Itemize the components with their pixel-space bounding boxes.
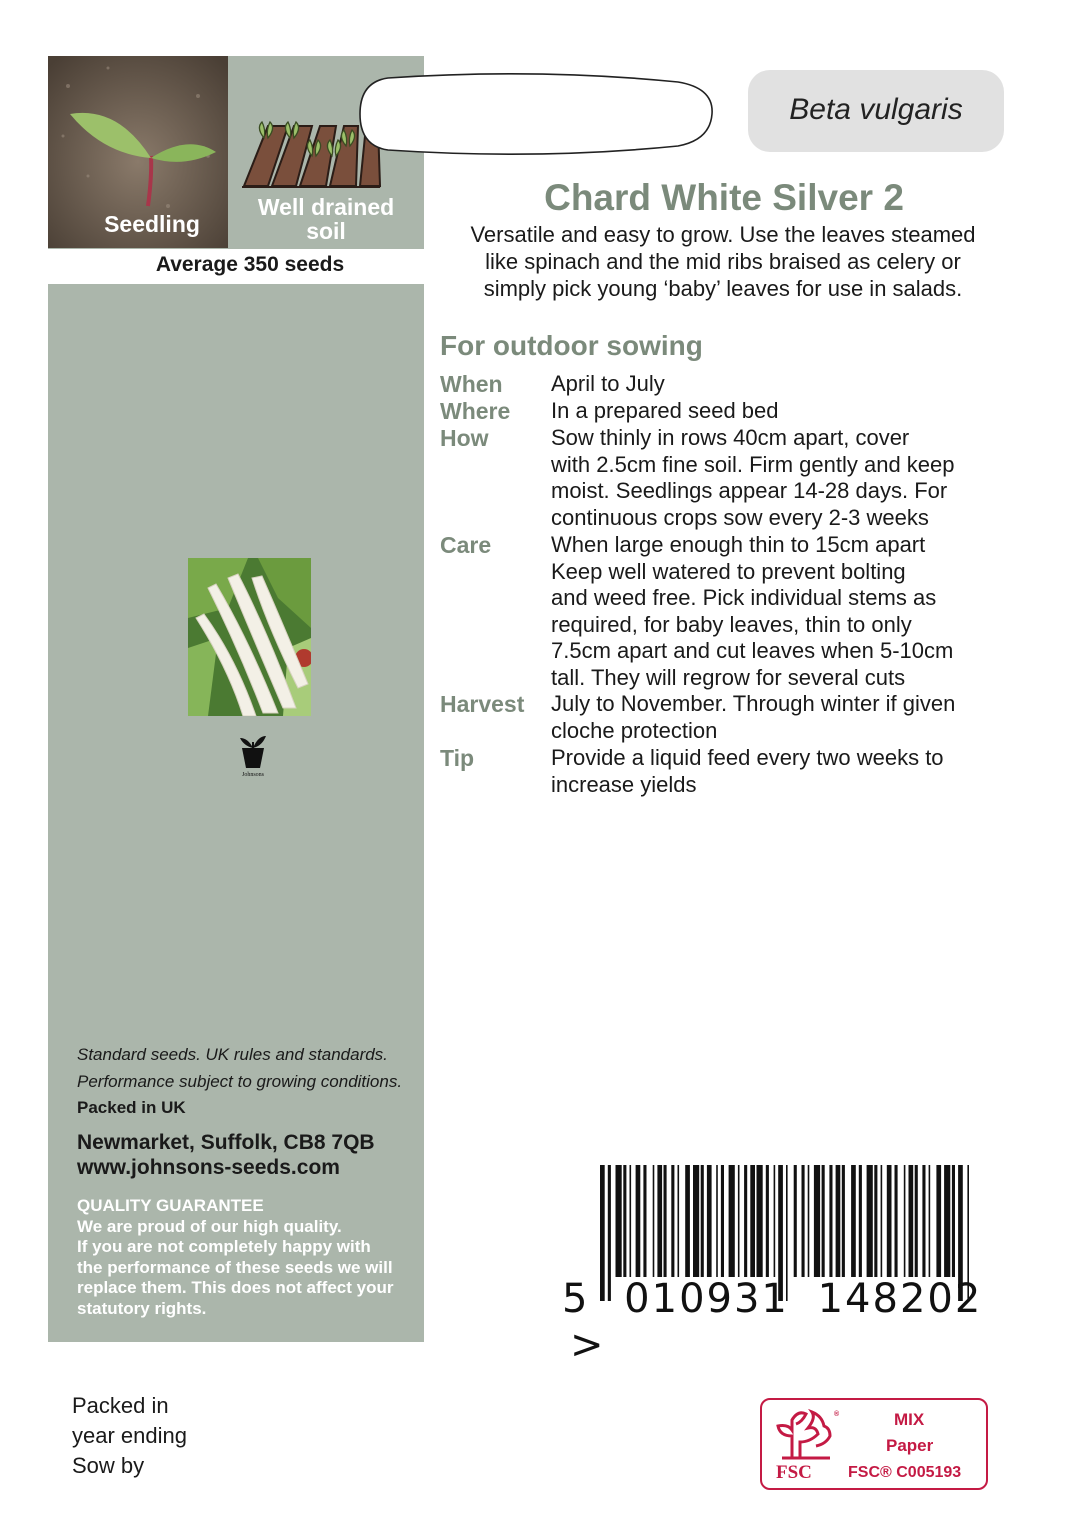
fsc-tree-icon	[772, 1406, 842, 1462]
barcode-bar	[808, 1165, 810, 1277]
barcode-number	[562, 1276, 1002, 1368]
barcode-bar	[836, 1165, 841, 1277]
chard-illustration	[188, 558, 311, 716]
barcode-bar	[909, 1165, 914, 1277]
chard-product-photo	[188, 558, 311, 716]
seed-count: Average 350 seeds	[155, 253, 345, 276]
soil-label-line1: Well drained	[257, 194, 395, 220]
barcode-bar	[929, 1165, 931, 1277]
barcode-bar	[915, 1165, 918, 1277]
seed-standards-note: Standard seeds. UK rules and standards.	[77, 1045, 388, 1064]
barcode-digit-first: 5	[562, 1276, 590, 1322]
seed-pot-icon	[236, 734, 270, 778]
barcode-digits-right: 148202	[817, 1276, 983, 1322]
barcode-bar	[630, 1165, 632, 1277]
barcode-bar	[794, 1165, 797, 1277]
sowing-term-how: How	[440, 425, 489, 451]
guarantee-line: replace them. This does not affect your	[77, 1278, 394, 1297]
product-description	[430, 222, 1016, 302]
fsc-logo-text: FSC	[776, 1462, 812, 1483]
sowing-term-when: When	[440, 371, 503, 397]
sowing-text-where: In a prepared seed bed	[551, 398, 779, 423]
barcode-bar	[750, 1165, 755, 1277]
sowing-heading: For outdoor sowing	[440, 330, 703, 361]
packed-in-label: Packed in	[72, 1393, 169, 1418]
sowing-text-how: Sow thinly in rows 40cm apart, cover with 2.5cm fine soil. Firm gently and keep moist. Seedlings appear 14-28 days. For continuous crops sow every 2-3 weeks	[551, 425, 955, 530]
barcode-bar	[859, 1165, 862, 1277]
blank-label-area	[358, 68, 714, 158]
sowing-term-where: Where	[440, 398, 511, 424]
guarantee-heading: QUALITY GUARANTEE	[77, 1196, 264, 1215]
barcode-bar	[944, 1165, 950, 1277]
barcode-bar	[707, 1165, 712, 1277]
fsc-certification	[760, 1398, 988, 1490]
description-line: simply pick young ‘baby’ leaves for use in salads.	[483, 275, 963, 301]
barcode-bar	[757, 1165, 763, 1277]
barcode-bar	[936, 1165, 941, 1277]
barcode-bar	[701, 1165, 704, 1277]
sowing-term-tip: Tip	[440, 745, 475, 771]
barcode-bar	[729, 1165, 735, 1277]
barcode-bar	[744, 1165, 747, 1277]
barcode-bar	[738, 1165, 740, 1277]
fsc-paper: Paper	[886, 1436, 934, 1455]
barcode-bar	[721, 1165, 724, 1277]
barcode-bar	[685, 1165, 690, 1277]
sow-by-label: Sow by	[72, 1453, 145, 1478]
barcode-bar	[895, 1165, 898, 1277]
sowing-text-care: When large enough thin to 15cm apart Keep well watered to prevent bolting and weed free. Pick individual stems as required, for baby leaves, thin to only 7.5cm apart and cut leaves when 5-10cm tall. They will regrow for several cuts	[551, 532, 954, 690]
barcode-bar	[664, 1165, 667, 1277]
guarantee-line: If you are not completely happy with	[77, 1237, 371, 1256]
packed-in-uk: Packed in UK	[77, 1098, 186, 1117]
barcode-bar	[814, 1165, 820, 1277]
barcode-bar	[851, 1165, 856, 1277]
barcode-bar	[616, 1165, 622, 1277]
barcode-bar	[822, 1165, 825, 1277]
guarantee-line: statutory rights.	[77, 1298, 207, 1318]
description-line: like spinach and the mid ribs braised as celery or	[485, 248, 961, 274]
barcode-bar	[643, 1165, 646, 1277]
barcode-bar	[874, 1165, 877, 1277]
fsc-code: FSC® C005193	[848, 1464, 962, 1481]
johnsons-logo	[236, 734, 270, 778]
barcode-bar	[716, 1165, 718, 1277]
quality-guarantee	[77, 1196, 417, 1319]
barcode-bar	[693, 1165, 699, 1277]
seedling-label: Seedling	[104, 211, 200, 237]
johnsons-wordmark: Johnsons	[241, 772, 265, 778]
barcode-bar	[623, 1165, 626, 1277]
latin-name: Beta vulgaris	[789, 93, 963, 126]
year-ending-label: year ending	[72, 1423, 187, 1448]
description-line: Versatile and easy to grow. Use the leaves steamed	[470, 222, 976, 247]
soil-label-line2: soil	[306, 218, 346, 244]
barcode-bar	[887, 1165, 892, 1277]
barcode-bar	[766, 1165, 769, 1277]
barcode-bar	[952, 1165, 955, 1277]
barcode-bar	[678, 1165, 680, 1277]
sowing-term-harvest: Harvest	[440, 691, 525, 717]
svg-text:®: ®	[834, 1411, 840, 1418]
guarantee-line: the performance of these seeds we will	[77, 1257, 393, 1277]
barcode-bar	[657, 1165, 662, 1277]
sowing-text-tip: Provide a liquid feed every two weeks to increase yields	[551, 745, 944, 797]
barcode-bar	[922, 1165, 925, 1277]
sowing-text-when: April to July	[551, 371, 665, 396]
sowing-text-harvest: July to November. Through winter if given cloche protection	[551, 691, 956, 743]
barcode-bar	[774, 1165, 776, 1277]
barcode-bar	[842, 1165, 845, 1277]
guarantee-line: We are proud of our high quality.	[77, 1216, 342, 1236]
fsc-mix: MIX	[894, 1410, 925, 1429]
seedling-photo	[48, 56, 228, 248]
company-address: Newmarket, Suffolk, CB8 7QB	[77, 1131, 375, 1154]
barcode-bar	[829, 1165, 832, 1277]
barcode-bar	[671, 1165, 674, 1277]
sowing-term-care: Care	[440, 532, 492, 558]
barcode-bar	[904, 1165, 906, 1277]
barcode-bar	[802, 1165, 805, 1277]
performance-note: Performance subject to growing conditions.	[77, 1072, 403, 1091]
barcode-bar	[636, 1165, 641, 1277]
barcode-arrow: >	[570, 1322, 606, 1368]
barcode-digits-left: 010931	[624, 1276, 789, 1322]
company-website[interactable]: www.johnsons-seeds.com	[77, 1156, 340, 1179]
product-title: Chard White Silver 2	[544, 177, 904, 218]
barcode-bar	[881, 1165, 883, 1277]
barcode-bar	[867, 1165, 873, 1277]
blank-label-shape	[358, 68, 714, 158]
barcode-bar	[653, 1165, 655, 1277]
